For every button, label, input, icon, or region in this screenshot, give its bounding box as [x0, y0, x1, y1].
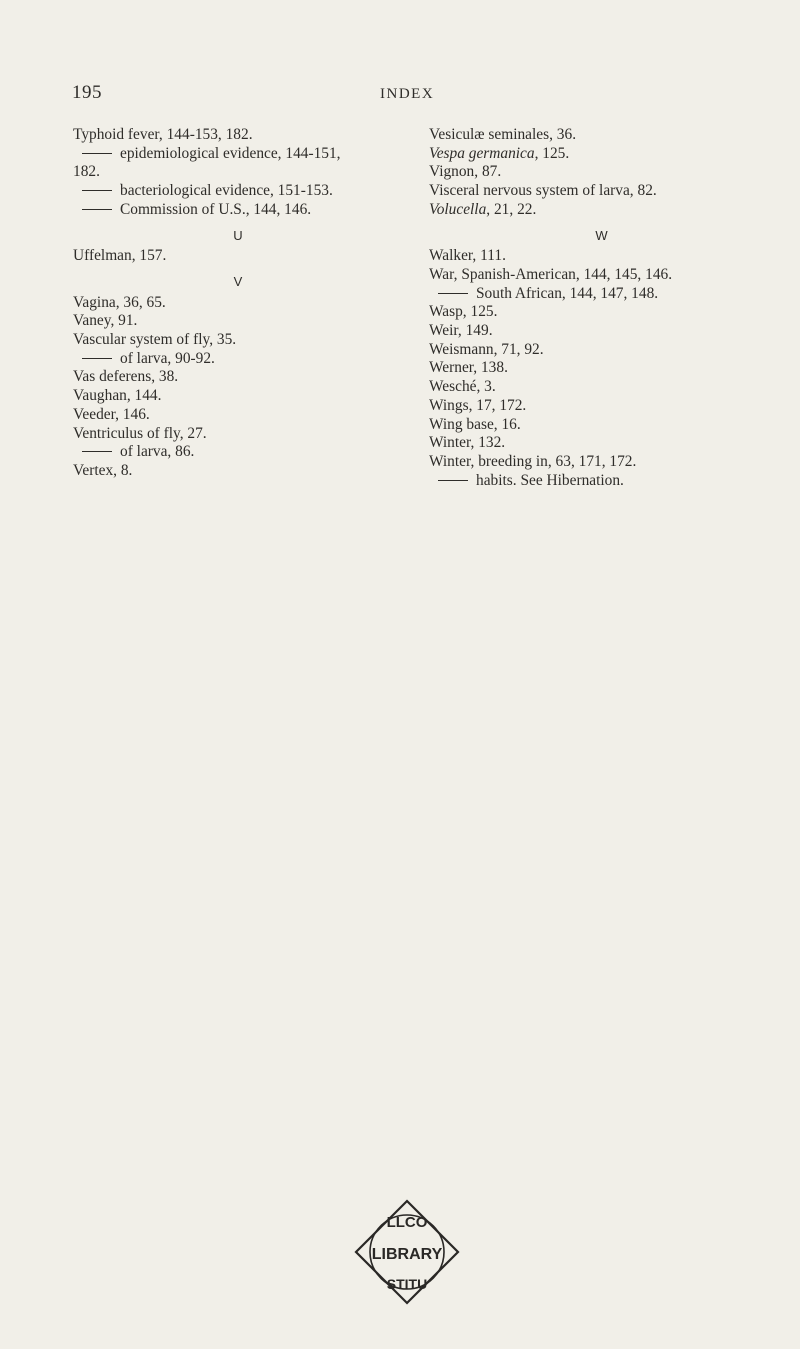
stamp-center-text: LIBRARY: [371, 1246, 443, 1263]
index-subentry: [429, 472, 774, 491]
page-title: INDEX: [380, 86, 435, 102]
index-entry: Vertex, 8.: [73, 461, 133, 479]
index-entry: Wasp, 125.: [429, 303, 498, 321]
index-subentry: [73, 201, 403, 220]
index-column-right: [429, 126, 774, 490]
index-entry: [429, 145, 774, 164]
index-subentry-text: Commission of U.S., 144, 146.: [120, 200, 312, 218]
index-subentry: [73, 182, 403, 201]
index-entry: Typhoid fever, 144-153, 182.: [73, 126, 253, 143]
ditto-dash: [82, 358, 112, 359]
ditto-dash: [438, 480, 468, 481]
ditto-dash: [82, 190, 112, 191]
index-subentry-text: bacteriological evidence, 151-153.: [120, 182, 333, 200]
section-letter: U: [233, 227, 243, 243]
ditto-dash: [82, 153, 112, 154]
index-subentry-text: of larva, 86.: [120, 443, 195, 461]
index-column-left: [73, 126, 403, 481]
index-entry: Weir, 149.: [429, 322, 493, 340]
index-subentry-text: epidemiological evidence, 144-151,: [120, 144, 341, 162]
index-entry: Wings, 17, 172.: [429, 396, 527, 414]
index-entry: Walker, 111.: [429, 247, 506, 265]
index-entry-italic: Vespa germanica: [429, 144, 535, 162]
index-entry: Vaney, 91.: [73, 312, 138, 330]
ditto-dash: [82, 209, 112, 210]
index-subentry-text: habits. See Hibernation.: [476, 471, 624, 489]
index-entry: Visceral nervous system of larva, 82.: [429, 182, 657, 200]
index-subentry: [73, 350, 403, 369]
index-entry: Wesché, 3.: [429, 378, 496, 396]
index-subentry: [73, 145, 403, 164]
index-entry: Winter, breeding in, 63, 171, 172.: [429, 452, 637, 470]
index-entry: War, Spanish-American, 144, 145, 146.: [429, 265, 673, 283]
library-stamp-icon: [352, 1197, 462, 1307]
index-entry-italic: Volucella: [429, 200, 487, 218]
index-entry: Weismann, 71, 92.: [429, 340, 544, 358]
index-entry: Veeder, 146.: [73, 405, 150, 423]
index-entry: Wing base, 16.: [429, 415, 521, 433]
section-letter: V: [233, 273, 243, 289]
index-entry-continuation: 182.: [73, 163, 100, 181]
index-entry: Vaughan, 144.: [73, 387, 162, 405]
index-entry-rest: , 21, 22.: [486, 200, 537, 218]
index-entry: [429, 201, 774, 220]
index-entry: Vesiculæ seminales, 36.: [429, 126, 577, 143]
index-subentry: [73, 443, 403, 462]
section-letter: W: [595, 227, 608, 243]
index-subentry-text: of larva, 90-92.: [120, 349, 215, 367]
stamp-top-text: LLCO: [386, 1214, 428, 1231]
index-entry: Werner, 138.: [429, 359, 508, 377]
page-number: 195: [72, 82, 102, 103]
index-entry: Winter, 132.: [429, 434, 506, 452]
ditto-dash: [82, 451, 112, 452]
index-entry: Vignon, 87.: [429, 163, 502, 181]
index-entry: Vagina, 36, 65.: [73, 293, 166, 311]
index-entry: Ventriculus of fly, 27.: [73, 424, 207, 442]
stamp-bottom-text: STITU: [386, 1276, 428, 1292]
index-entry: Vas deferens, 38.: [73, 368, 179, 386]
ditto-dash: [438, 293, 468, 294]
index-subentry: [429, 285, 774, 304]
index-entry: Uffelman, 157.: [73, 247, 167, 265]
index-entry-rest: , 125.: [534, 144, 570, 162]
index-entry: Vascular system of fly, 35.: [73, 331, 237, 349]
index-subentry-text: South African, 144, 147, 148.: [476, 284, 659, 302]
